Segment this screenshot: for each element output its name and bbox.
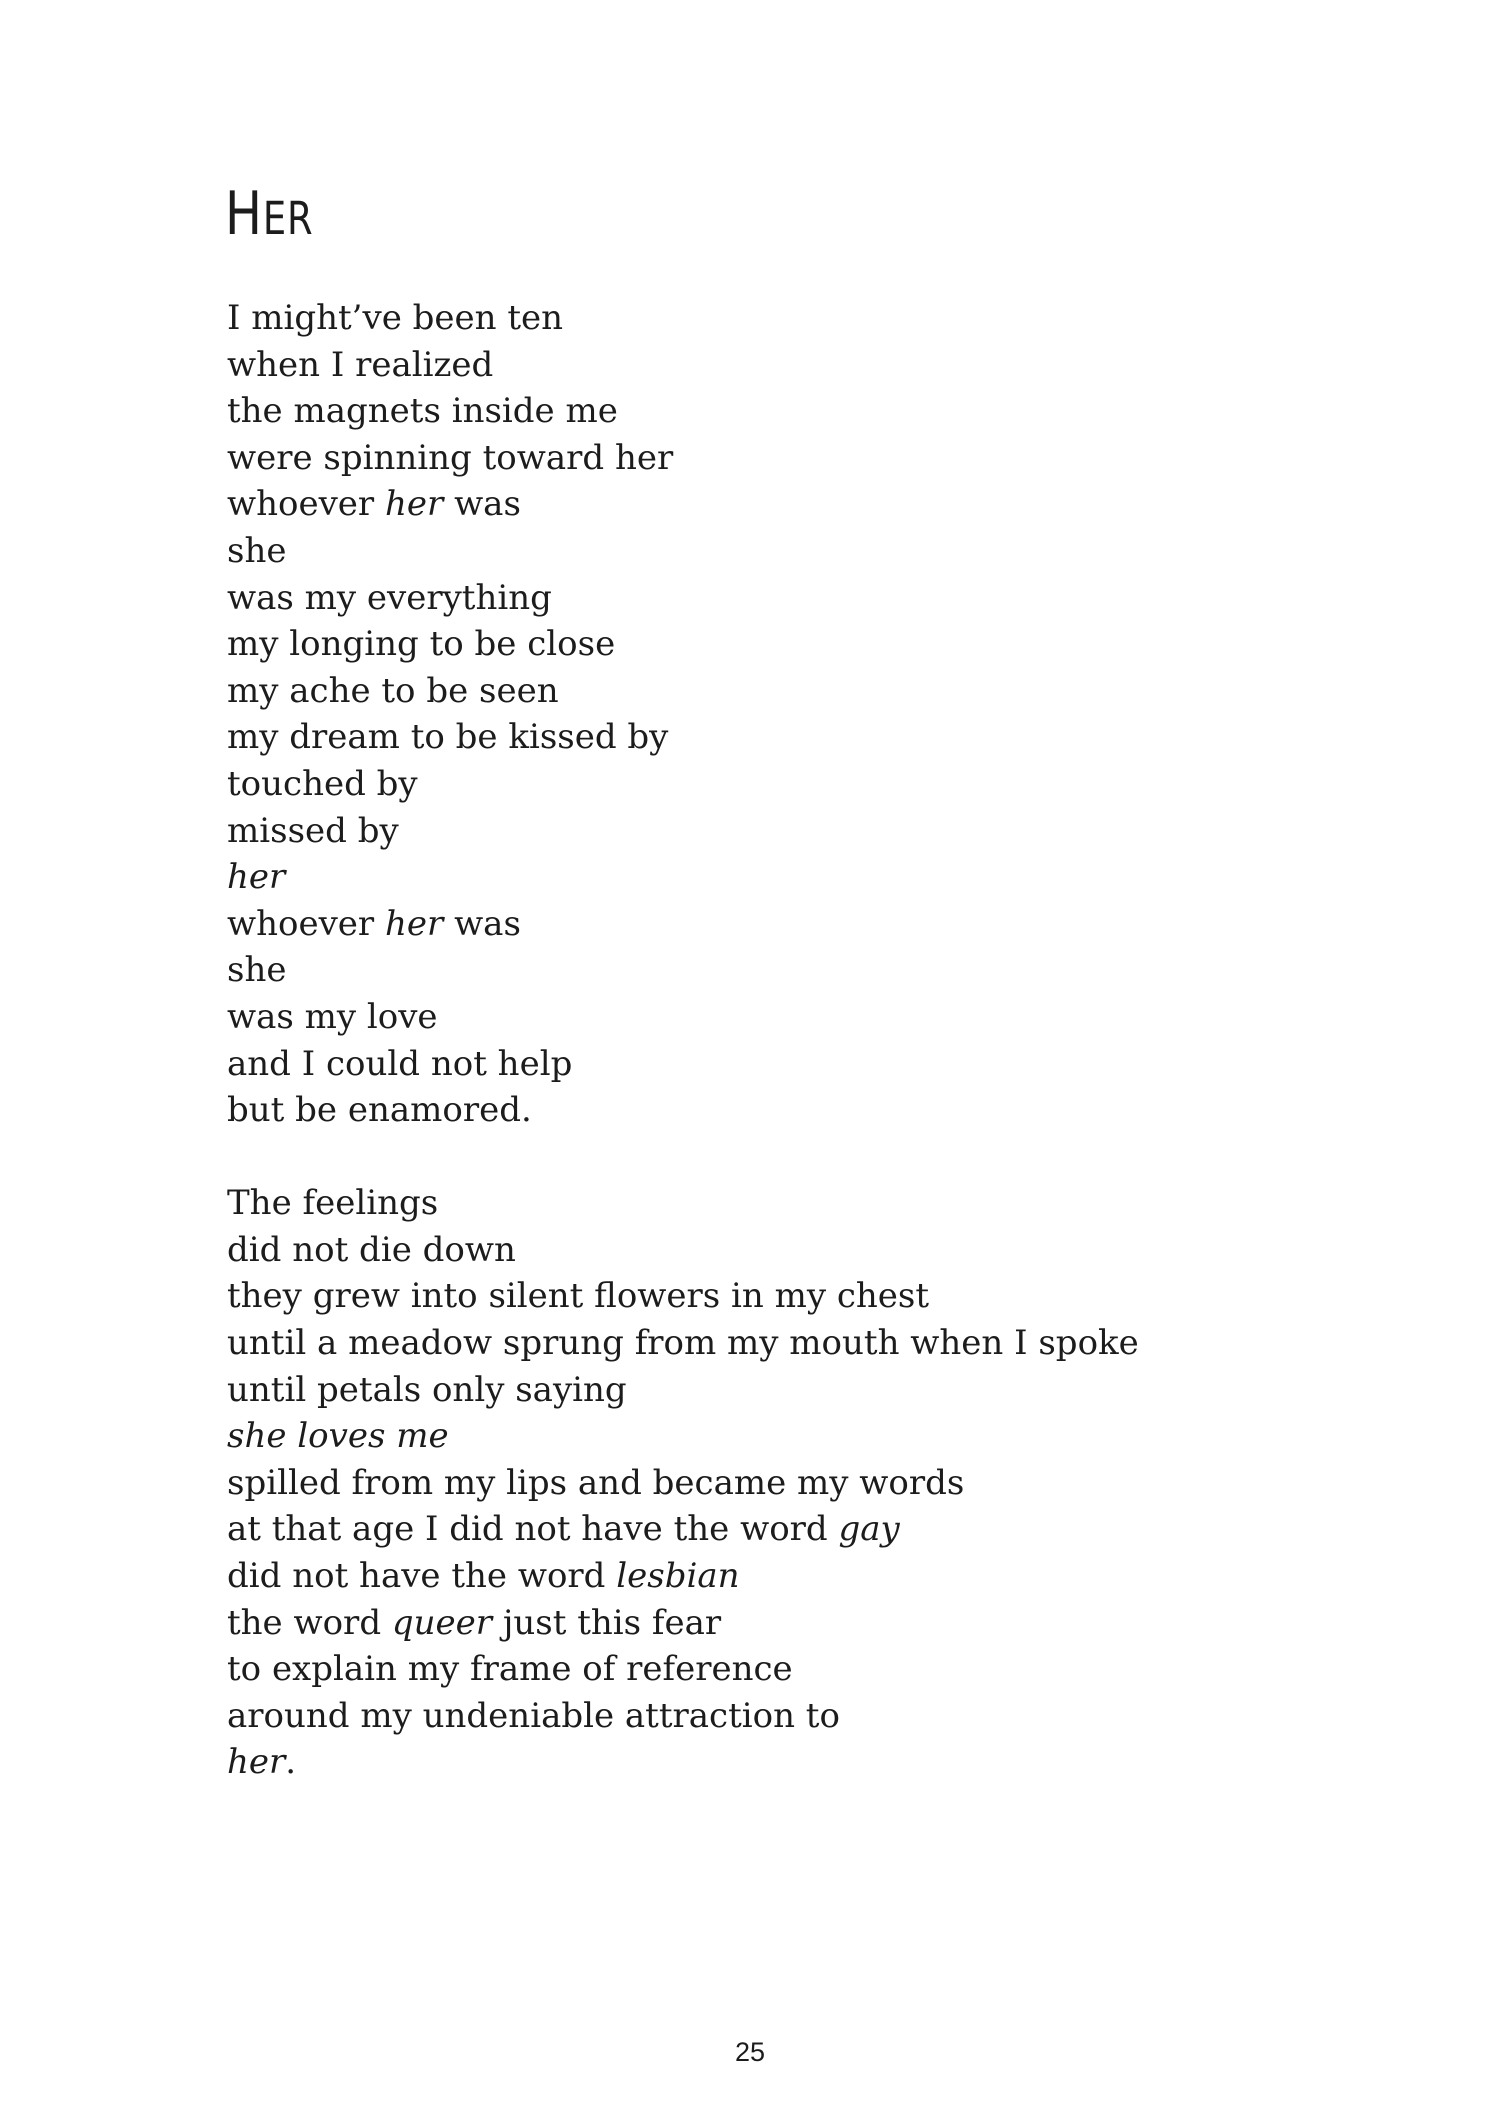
poem-line — [227, 1180, 1377, 1227]
poem-line — [227, 1087, 1377, 1134]
line-text: The feelings — [227, 1183, 439, 1224]
line-text: was my love — [227, 996, 438, 1037]
line-text: my longing to be close — [227, 624, 616, 665]
stanza — [227, 1180, 1377, 1786]
line-text: my ache to be seen — [227, 670, 559, 711]
poem-line — [227, 1320, 1377, 1367]
poem-line — [227, 994, 1377, 1041]
page-number: 25 — [734, 2037, 766, 2067]
italic-text: her — [384, 484, 444, 525]
line-text: the magnets inside me — [227, 391, 618, 432]
line-text: until a meadow sprung from my mouth when I spoke — [227, 1323, 1139, 1364]
line-text: to explain my frame of reference — [227, 1649, 793, 1690]
poem-line — [227, 808, 1377, 855]
poem-line — [227, 1413, 1377, 1460]
line-text: did not have the word — [227, 1556, 617, 1597]
poem-line — [227, 1367, 1377, 1414]
italic-text: gay — [838, 1509, 900, 1550]
poem-line — [227, 1460, 1377, 1507]
line-text: just this fear — [492, 1602, 722, 1643]
italic-text: her — [227, 1742, 286, 1783]
italic-text: her — [384, 903, 444, 944]
poem-line — [227, 1506, 1377, 1553]
poem-line — [227, 761, 1377, 808]
poem-line — [227, 1739, 1377, 1786]
poem-line — [227, 714, 1377, 761]
line-text: spilled from my lips and became my words — [227, 1462, 965, 1503]
poem-line — [227, 388, 1377, 435]
italic-text: queer — [391, 1602, 493, 1643]
line-text: around my undeniable attraction to — [227, 1695, 840, 1736]
line-text: did not die down — [227, 1229, 516, 1270]
line-text: but be enamored. — [227, 1090, 532, 1131]
poem-line — [227, 1646, 1377, 1693]
poem-line — [227, 575, 1377, 622]
poem-line — [227, 1553, 1377, 1600]
poem-line — [227, 854, 1377, 901]
line-text: and I could not help — [227, 1043, 573, 1084]
line-text: missed by — [227, 810, 399, 851]
line-text: they grew into silent flowers in my chest — [227, 1276, 930, 1317]
poem-line — [227, 947, 1377, 994]
poem-line — [227, 481, 1377, 528]
poem-line — [227, 621, 1377, 668]
poem-title-rest: ER — [262, 192, 314, 245]
poem-body — [227, 295, 1377, 1786]
italic-text: her — [227, 857, 286, 898]
line-text: I might’ve been ten — [227, 298, 564, 338]
poem-line — [227, 295, 1377, 342]
italic-text: she loves me — [227, 1416, 449, 1457]
line-text: was — [443, 484, 521, 525]
line-text: my dream to be kissed by — [227, 717, 669, 758]
line-text: when I realized — [227, 344, 494, 385]
line-text: were spinning toward her — [227, 437, 674, 478]
poem-title — [225, 176, 313, 257]
italic-text: lesbian — [616, 1556, 740, 1597]
line-text: was my everything — [227, 577, 552, 618]
poem-line — [227, 435, 1377, 482]
line-text: she — [227, 950, 287, 991]
line-text: at that age I did not have the word — [227, 1509, 839, 1550]
line-text: . — [285, 1742, 297, 1783]
stanza — [227, 295, 1377, 1134]
line-text: was — [443, 903, 521, 944]
poem-line — [227, 1273, 1377, 1320]
poem-line — [227, 1693, 1377, 1740]
line-text: she — [227, 530, 287, 571]
poem-line — [227, 528, 1377, 575]
line-text: whoever — [227, 484, 385, 525]
poem-line — [227, 901, 1377, 948]
line-text: touched by — [227, 763, 418, 804]
poem-title-initial: H — [225, 179, 263, 249]
line-text: the word — [227, 1602, 392, 1643]
poem-line — [227, 668, 1377, 715]
line-text: until petals only saying — [227, 1369, 627, 1410]
poem-line — [227, 1041, 1377, 1088]
poem-line — [227, 1600, 1377, 1647]
poem-line — [227, 342, 1377, 389]
line-text: whoever — [227, 903, 385, 944]
poem-line — [227, 1227, 1377, 1274]
